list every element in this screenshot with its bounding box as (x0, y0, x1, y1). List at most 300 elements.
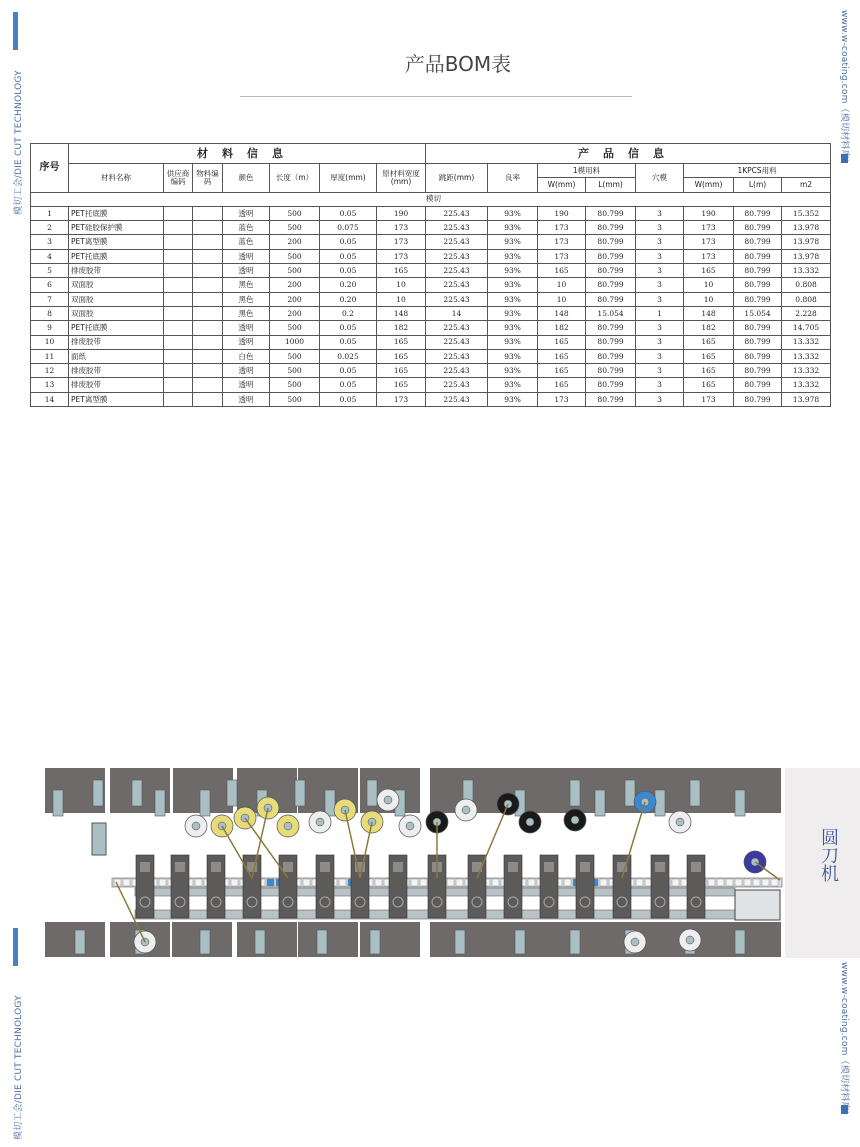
shaft (515, 930, 525, 954)
cell-seq: 12 (31, 364, 69, 378)
table-row (31, 378, 831, 392)
cell-yield: 93% (488, 264, 538, 278)
cell-yield: 93% (488, 235, 538, 249)
shaft (367, 780, 377, 806)
die-station-detail (283, 862, 293, 872)
die-station-detail (544, 862, 554, 872)
cell-raw-width: 173 (377, 235, 426, 249)
cell-thickness: 0.20 (320, 292, 377, 306)
cell-yield: 93% (488, 278, 538, 292)
web-label (735, 879, 742, 886)
table-row (31, 349, 831, 363)
cell-material-name: 排废胶带 (69, 364, 164, 378)
cell-color: 透明 (223, 378, 270, 392)
cell-material-code (193, 335, 223, 349)
cell-pitch: 225.43 (426, 235, 488, 249)
cell-material-name: PET托底膜 (69, 321, 164, 335)
cell-thickness: 0.075 (320, 221, 377, 235)
table-row (31, 321, 831, 335)
web-label (447, 879, 454, 886)
cell-cavity: 3 (636, 321, 684, 335)
cell-die-w: 173 (538, 249, 586, 263)
cell-color: 黑色 (223, 306, 270, 320)
cell-raw-width: 182 (377, 321, 426, 335)
cell-raw-width: 173 (377, 221, 426, 235)
cell-material-code (193, 292, 223, 306)
cell-kpcs-w: 173 (684, 221, 734, 235)
cell-thickness: 0.05 (320, 335, 377, 349)
table-row (31, 292, 831, 306)
web-label (456, 879, 463, 886)
cell-kpcs-l: 80.799 (734, 278, 782, 292)
shaft (595, 790, 605, 816)
cell-material-code (193, 392, 223, 406)
cell-die-l: 80.799 (586, 335, 636, 349)
cell-pitch: 225.43 (426, 292, 488, 306)
cell-material-code (193, 206, 223, 220)
shaft (155, 790, 165, 816)
header-seq: 序号 (31, 144, 69, 193)
die-station-detail (393, 862, 403, 872)
cell-pitch: 225.43 (426, 392, 488, 406)
cell-material-code (193, 235, 223, 249)
cell-yield: 93% (488, 349, 538, 363)
roll-core (316, 818, 324, 826)
cell-length: 500 (270, 206, 320, 220)
cell-supplier-code (164, 221, 193, 235)
cell-kpcs-l: 80.799 (734, 249, 782, 263)
cell-color: 透明 (223, 335, 270, 349)
cell-die-l: 80.799 (586, 235, 636, 249)
die-station-detail (655, 862, 665, 872)
cell-thickness: 0.05 (320, 392, 377, 406)
web-label (762, 879, 769, 886)
cell-supplier-code (164, 249, 193, 263)
cell-raw-width: 165 (377, 378, 426, 392)
cell-seq: 5 (31, 264, 69, 278)
cell-seq: 3 (31, 235, 69, 249)
cell-kpcs-m2: 13.978 (782, 235, 831, 249)
cell-color: 透明 (223, 321, 270, 335)
header-raw-width: 原材料宽度(mm) (377, 164, 426, 193)
side-label-right-bottom: www.w-coating.com（模切材料库） (839, 962, 849, 1121)
header-thickness: 厚度(mm) (320, 164, 377, 193)
cell-cavity: 3 (636, 249, 684, 263)
frame-plate (360, 922, 420, 957)
cell-material-name: 双面胶 (69, 278, 164, 292)
cell-color: 黑色 (223, 278, 270, 292)
cell-color: 透明 (223, 249, 270, 263)
cell-seq: 8 (31, 306, 69, 320)
roll-core (686, 936, 694, 944)
cell-cavity: 1 (636, 306, 684, 320)
cell-supplier-code (164, 349, 193, 363)
shaft (325, 790, 335, 816)
cell-material-name: 面纸 (69, 349, 164, 363)
cell-pitch: 225.43 (426, 249, 488, 263)
web-label (753, 879, 760, 886)
web-label (375, 879, 382, 886)
material-web (222, 826, 252, 878)
web-label (636, 879, 643, 886)
subheader-m2: m2 (782, 178, 831, 192)
cell-thickness: 0.20 (320, 278, 377, 292)
cell-length: 200 (270, 278, 320, 292)
cell-kpcs-w: 190 (684, 206, 734, 220)
web-label (492, 879, 499, 886)
cell-die-l: 80.799 (586, 249, 636, 263)
cell-material-code (193, 249, 223, 263)
cell-kpcs-w: 165 (684, 364, 734, 378)
web-label (564, 879, 571, 886)
shaft (132, 780, 142, 806)
cell-color: 透明 (223, 392, 270, 406)
cell-material-name: PET硅胶保护膜 (69, 221, 164, 235)
cell-die-l: 15.054 (586, 306, 636, 320)
cell-yield: 93% (488, 335, 538, 349)
cell-material-name: 排废胶带 (69, 378, 164, 392)
cell-thickness: 0.05 (320, 364, 377, 378)
cell-thickness: 0.025 (320, 349, 377, 363)
cell-pitch: 225.43 (426, 278, 488, 292)
cell-length: 500 (270, 264, 320, 278)
die-station-detail (580, 862, 590, 872)
cell-raw-width: 10 (377, 292, 426, 306)
shaft (570, 930, 580, 954)
cell-supplier-code (164, 206, 193, 220)
roll-core (526, 818, 534, 826)
cell-raw-width: 165 (377, 264, 426, 278)
cell-supplier-code (164, 364, 193, 378)
cell-length: 500 (270, 249, 320, 263)
cell-yield: 93% (488, 392, 538, 406)
group-product-info: 产品信息 (426, 144, 831, 164)
shaft (370, 930, 380, 954)
shaft (455, 930, 465, 954)
material-web (477, 804, 508, 878)
cell-cavity: 3 (636, 235, 684, 249)
shaft (255, 930, 265, 954)
cell-die-l: 80.799 (586, 321, 636, 335)
cell-seq: 4 (31, 249, 69, 263)
page-title: 产品BOM表 (404, 52, 512, 76)
subheader-w: W(mm) (684, 178, 734, 192)
cell-pitch: 225.43 (426, 378, 488, 392)
cell-pitch: 225.43 (426, 364, 488, 378)
cell-pitch: 14 (426, 306, 488, 320)
cell-material-name: PET托底膜 (69, 206, 164, 220)
cell-kpcs-m2: 0.808 (782, 292, 831, 306)
cell-pitch: 225.43 (426, 221, 488, 235)
cell-yield: 93% (488, 292, 538, 306)
cell-pitch: 225.43 (426, 206, 488, 220)
cell-thickness: 0.2 (320, 306, 377, 320)
cell-die-w: 190 (538, 206, 586, 220)
table-row (31, 221, 831, 235)
table-row (31, 335, 831, 349)
cell-kpcs-w: 165 (684, 264, 734, 278)
header-cavity: 穴模 (636, 164, 684, 193)
die-station-detail (175, 862, 185, 872)
web-label (303, 879, 310, 886)
cell-seq: 14 (31, 392, 69, 406)
cell-kpcs-m2: 2.228 (782, 306, 831, 320)
group-material-info: 材料信息 (69, 144, 426, 164)
cell-yield: 93% (488, 221, 538, 235)
cell-die-l: 80.799 (586, 364, 636, 378)
cell-material-code (193, 349, 223, 363)
cell-kpcs-m2: 13.332 (782, 335, 831, 349)
cell-length: 1000 (270, 335, 320, 349)
web-label (195, 879, 202, 886)
die-station-detail (508, 862, 518, 872)
cell-die-w: 148 (538, 306, 586, 320)
cell-pitch: 225.43 (426, 321, 488, 335)
cell-length: 500 (270, 364, 320, 378)
cell-length: 500 (270, 392, 320, 406)
cell-seq: 10 (31, 335, 69, 349)
cell-die-w: 10 (538, 292, 586, 306)
header-pitch: 跳距(mm) (426, 164, 488, 193)
shaft (735, 790, 745, 816)
cell-material-name: PET托底膜 (69, 249, 164, 263)
die-station-detail (140, 862, 150, 872)
cell-cavity: 3 (636, 378, 684, 392)
cell-length: 500 (270, 349, 320, 363)
web-label (708, 879, 715, 886)
cell-die-l: 80.799 (586, 349, 636, 363)
cell-material-code (193, 306, 223, 320)
shaft (295, 780, 305, 806)
cell-die-w: 165 (538, 349, 586, 363)
web-label (159, 879, 166, 886)
web-label (420, 879, 427, 886)
cell-material-code (193, 364, 223, 378)
cell-die-w: 173 (538, 221, 586, 235)
cell-kpcs-m2: 13.332 (782, 349, 831, 363)
cell-material-name: 排废胶带 (69, 264, 164, 278)
cell-kpcs-w: 182 (684, 321, 734, 335)
web-label (771, 879, 778, 886)
cell-color: 透明 (223, 364, 270, 378)
rotary-die-cut-machine-diagram (0, 760, 860, 970)
cell-seq: 6 (31, 278, 69, 292)
web-label (717, 879, 724, 886)
cell-kpcs-w: 165 (684, 378, 734, 392)
cell-seq: 1 (31, 206, 69, 220)
shaft (53, 790, 63, 816)
cell-raw-width: 10 (377, 278, 426, 292)
cell-cavity: 3 (636, 292, 684, 306)
cell-thickness: 0.05 (320, 378, 377, 392)
cell-length: 200 (270, 235, 320, 249)
die-station-detail (691, 862, 701, 872)
cell-thickness: 0.05 (320, 235, 377, 249)
cell-seq: 7 (31, 292, 69, 306)
cell-supplier-code (164, 292, 193, 306)
cell-cavity: 3 (636, 264, 684, 278)
table-row (31, 206, 831, 220)
cell-supplier-code (164, 335, 193, 349)
side-label-left-bottom: 模切工会/DIE CUT TECHNOLOGY (14, 995, 24, 1140)
cell-kpcs-m2: 14.705 (782, 321, 831, 335)
cell-die-l: 80.799 (586, 206, 636, 220)
web-label (411, 879, 418, 886)
cell-kpcs-m2: 13.332 (782, 264, 831, 278)
cell-material-code (193, 264, 223, 278)
header-length: 长度（m） (270, 164, 320, 193)
cell-raw-width: 173 (377, 392, 426, 406)
roll-core (406, 822, 414, 830)
subheader-l: L(mm) (586, 178, 636, 192)
table-row (31, 249, 831, 263)
section-die-cut: 模切 (31, 192, 831, 206)
cell-die-w: 173 (538, 392, 586, 406)
cell-kpcs-w: 165 (684, 335, 734, 349)
roll-core (676, 818, 684, 826)
cell-length: 500 (270, 378, 320, 392)
cell-raw-width: 148 (377, 306, 426, 320)
side-label-left-top: 模切工会/DIE CUT TECHNOLOGY (14, 70, 24, 215)
cell-pitch: 225.43 (426, 264, 488, 278)
roll-core (571, 816, 579, 824)
cell-kpcs-w: 10 (684, 278, 734, 292)
cell-seq: 9 (31, 321, 69, 335)
shaft (227, 780, 237, 806)
rewind-unit (735, 890, 780, 920)
cell-kpcs-l: 80.799 (734, 349, 782, 363)
frame-plate (237, 922, 297, 957)
shaft (92, 823, 106, 855)
web-label (672, 879, 679, 886)
table-row (31, 392, 831, 406)
cell-kpcs-m2: 13.978 (782, 249, 831, 263)
cell-cavity: 3 (636, 221, 684, 235)
cell-kpcs-m2: 15.352 (782, 206, 831, 220)
cell-kpcs-l: 80.799 (734, 292, 782, 306)
accent-bar (13, 12, 18, 50)
cell-die-l: 80.799 (586, 264, 636, 278)
cell-color: 透明 (223, 264, 270, 278)
header-supplier-code: 供应商编码 (164, 164, 193, 193)
web-label (123, 879, 130, 886)
frame-plate (726, 768, 781, 813)
cell-seq: 13 (31, 378, 69, 392)
frame-plate (726, 922, 781, 957)
shaft (655, 790, 665, 816)
cell-kpcs-m2: 13.978 (782, 221, 831, 235)
roll-core (384, 796, 392, 804)
shaft (75, 930, 85, 954)
cell-thickness: 0.05 (320, 264, 377, 278)
cell-die-w: 165 (538, 264, 586, 278)
cell-die-w: 165 (538, 378, 586, 392)
cell-supplier-code (164, 378, 193, 392)
cell-die-l: 80.799 (586, 278, 636, 292)
cell-kpcs-m2: 0.808 (782, 278, 831, 292)
shaft (735, 930, 745, 954)
header-yield: 良率 (488, 164, 538, 193)
cell-raw-width: 173 (377, 249, 426, 263)
table-row (31, 306, 831, 320)
cell-length: 500 (270, 321, 320, 335)
cell-cavity: 3 (636, 349, 684, 363)
cell-length: 200 (270, 306, 320, 320)
cell-kpcs-l: 80.799 (734, 392, 782, 406)
cell-cavity: 3 (636, 364, 684, 378)
cell-kpcs-w: 165 (684, 349, 734, 363)
web-label (231, 879, 238, 886)
cell-kpcs-m2: 13.332 (782, 364, 831, 378)
cell-kpcs-l: 80.799 (734, 364, 782, 378)
table-row (31, 235, 831, 249)
web-label (744, 879, 751, 886)
header-material-code: 物料编码 (193, 164, 223, 193)
cell-raw-width: 165 (377, 364, 426, 378)
table-row (31, 278, 831, 292)
cell-die-l: 80.799 (586, 221, 636, 235)
shaft (570, 780, 580, 806)
cell-cavity: 3 (636, 278, 684, 292)
cell-yield: 93% (488, 206, 538, 220)
cell-kpcs-l: 80.799 (734, 235, 782, 249)
header-1-die-usage: 1模用料 (538, 164, 636, 178)
cell-seq: 2 (31, 221, 69, 235)
header-color: 颜色 (223, 164, 270, 193)
cell-die-w: 165 (538, 364, 586, 378)
cell-length: 200 (270, 292, 320, 306)
cell-thickness: 0.05 (320, 206, 377, 220)
cell-color: 透明 (223, 206, 270, 220)
cell-thickness: 0.05 (320, 249, 377, 263)
cell-yield: 93% (488, 364, 538, 378)
roll-core (631, 938, 639, 946)
shaft (690, 780, 700, 806)
die-station-detail (211, 862, 221, 872)
cell-color: 白色 (223, 349, 270, 363)
cell-supplier-code (164, 235, 193, 249)
subheader-w: W(mm) (538, 178, 586, 192)
cell-yield: 93% (488, 249, 538, 263)
cell-kpcs-l: 15.054 (734, 306, 782, 320)
cell-die-l: 80.799 (586, 392, 636, 406)
cell-die-w: 182 (538, 321, 586, 335)
cell-kpcs-l: 80.799 (734, 221, 782, 235)
cell-kpcs-w: 173 (684, 235, 734, 249)
header-material-name: 材料名称 (69, 164, 164, 193)
cell-kpcs-m2: 13.332 (782, 378, 831, 392)
cell-material-name: PET离型膜 (69, 392, 164, 406)
cell-seq: 11 (31, 349, 69, 363)
cell-supplier-code (164, 392, 193, 406)
cell-kpcs-l: 80.799 (734, 321, 782, 335)
cell-raw-width: 165 (377, 349, 426, 363)
cell-supplier-code (164, 321, 193, 335)
subheader-l: L(m) (734, 178, 782, 192)
cell-kpcs-w: 173 (684, 249, 734, 263)
roll-core (284, 822, 292, 830)
cell-die-w: 10 (538, 278, 586, 292)
shaft (93, 780, 103, 806)
cell-die-w: 165 (538, 335, 586, 349)
cell-kpcs-m2: 13.978 (782, 392, 831, 406)
cell-thickness: 0.05 (320, 321, 377, 335)
cell-supplier-code (164, 264, 193, 278)
die-station-detail (320, 862, 330, 872)
table-row (31, 364, 831, 378)
web-label (726, 879, 733, 886)
cell-cavity: 3 (636, 206, 684, 220)
